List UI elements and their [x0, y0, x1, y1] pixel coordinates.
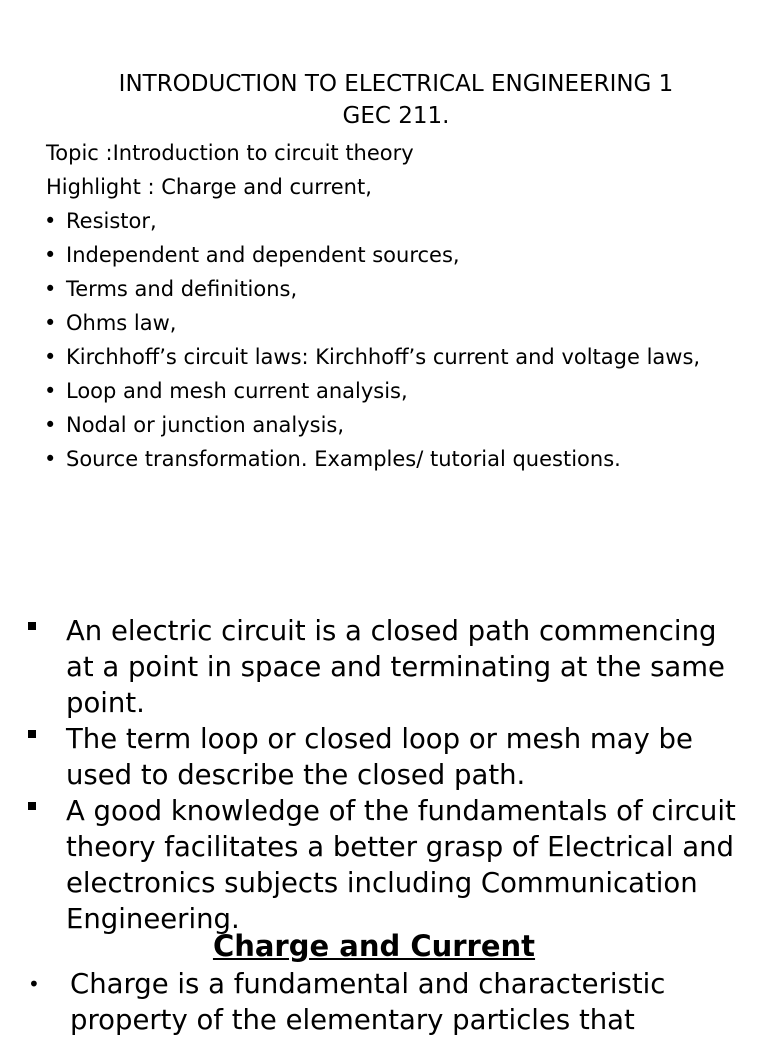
highlight-list [44, 207, 744, 479]
bullet-icon: • [44, 379, 57, 403]
square-bullet-icon [28, 622, 36, 630]
list-item: • Independent and dependent sources, [44, 243, 460, 267]
list-item: • Terms and definitions, [44, 277, 298, 301]
highlight-line: Highlight : Charge and current, [46, 175, 372, 199]
list-item: The term loop or closed loop or mesh may be used to describe the closed path. [26, 721, 746, 793]
list-item: • Source transformation. Examples/ tutorial questions. [44, 447, 621, 471]
bullet-icon: • [44, 413, 57, 437]
topic-line: Topic :Introduction to circuit theory [46, 141, 414, 165]
list-item: • Charge is a fundamental and characteristic property of the elementary particles that [28, 968, 666, 1036]
charge-points-list [28, 966, 748, 1038]
square-bullet-icon [28, 730, 36, 738]
bullet-icon: • [44, 447, 57, 471]
bullet-icon: • [44, 209, 57, 233]
list-item: • Resistor, [44, 209, 157, 233]
title-line-1: INTRODUCTION TO ELECTRICAL ENGINEERING 1 [118, 71, 674, 97]
bullet-icon: • [44, 277, 57, 301]
list-item: A good knowledge of the fundamentals of circuit theory facilitates a better grasp of Electrical and electronics subjects including Communication Engineering. [26, 793, 746, 937]
circuit-points-list [26, 613, 746, 937]
list-item: • Loop and mesh current analysis, [44, 379, 408, 403]
list-item: An electric circuit is a closed path commencing at a point in space and terminating at the same point. [26, 613, 746, 721]
bullet-icon: • [44, 243, 57, 267]
list-item: • Kirchhoff’s circuit laws: Kirchhoff’s current and voltage laws, [44, 345, 701, 369]
square-bullet-icon [28, 802, 36, 810]
bullet-icon: • [44, 311, 57, 335]
list-item: • Nodal or junction analysis, [44, 413, 345, 437]
list-item: • Ohms law, [44, 311, 177, 335]
section-heading: Charge and Current [212, 929, 536, 963]
title-line-2: GEC 211. [342, 103, 450, 129]
bullet-icon: • [28, 972, 40, 996]
document-title [40, 68, 752, 132]
bullet-icon: • [44, 345, 57, 369]
